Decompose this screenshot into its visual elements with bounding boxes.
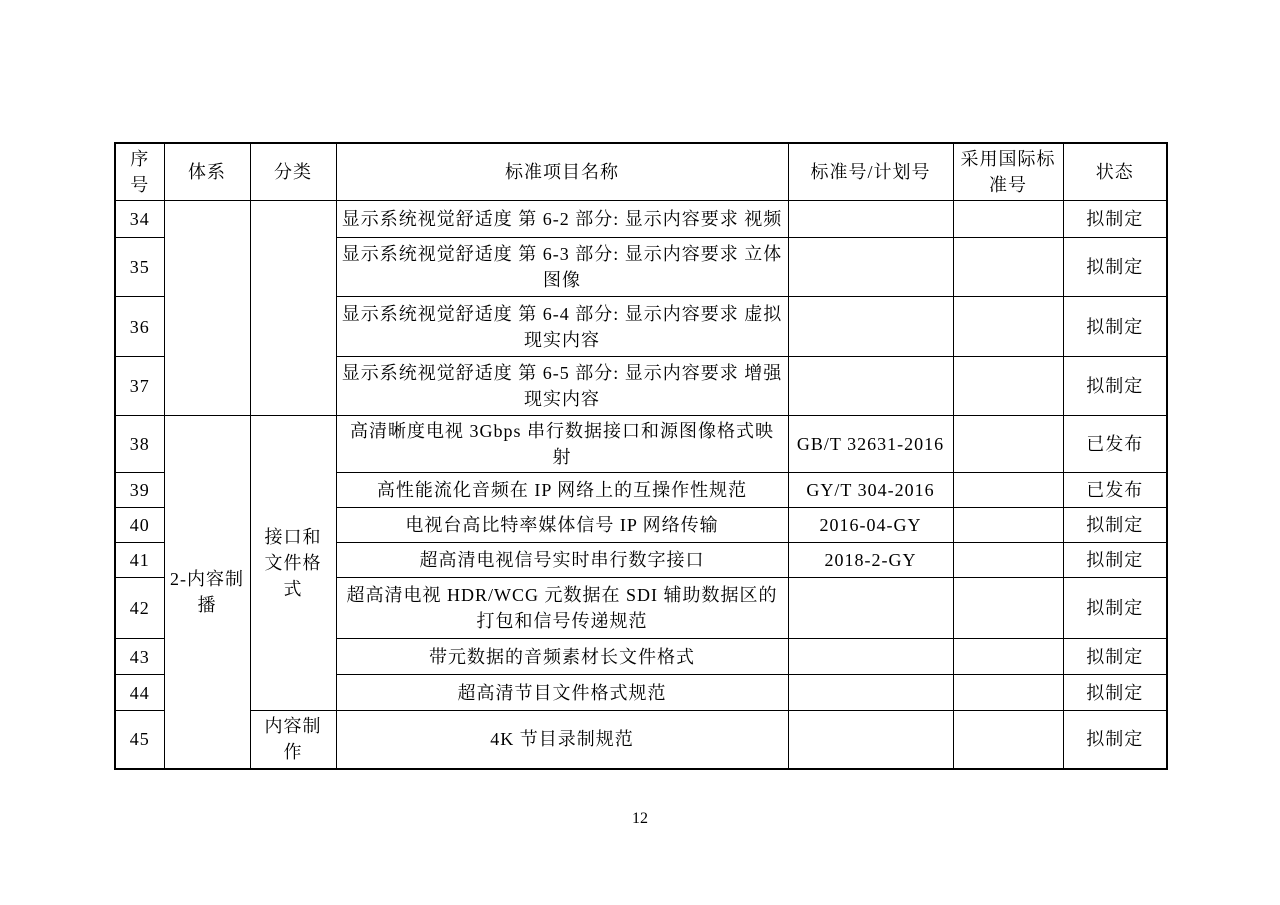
cell-no: 34: [115, 201, 164, 238]
cell-name: 4K 节目录制规范: [336, 711, 788, 769]
cell-intl: [953, 543, 1063, 578]
cell-no: 37: [115, 357, 164, 416]
cell-code: [788, 297, 953, 357]
cell-code: [788, 238, 953, 297]
cell-code: GB/T 32631-2016: [788, 416, 953, 473]
cell-status: 拟制定: [1063, 711, 1167, 769]
cell-code: [788, 201, 953, 238]
cell-code: GY/T 304-2016: [788, 473, 953, 508]
cell-intl: [953, 297, 1063, 357]
cell-category: 内容制作: [250, 711, 336, 769]
cell-code: [788, 675, 953, 711]
cell-status: 拟制定: [1063, 639, 1167, 675]
cell-code: 2018-2-GY: [788, 543, 953, 578]
cell-no: 40: [115, 508, 164, 543]
cell-intl: [953, 578, 1063, 639]
col-header-intl: 采用国际标准号: [953, 143, 1063, 201]
cell-no: 45: [115, 711, 164, 769]
cell-code: [788, 578, 953, 639]
cell-status: 拟制定: [1063, 543, 1167, 578]
cell-intl: [953, 238, 1063, 297]
cell-code: [788, 639, 953, 675]
cell-intl: [953, 201, 1063, 238]
cell-no: 39: [115, 473, 164, 508]
col-header-status: 状态: [1063, 143, 1167, 201]
cell-name: 超高清节目文件格式规范: [336, 675, 788, 711]
cell-category: 接口和文件格式: [250, 416, 336, 711]
table-row: [115, 711, 1167, 769]
col-header-category: 分类: [250, 143, 336, 201]
cell-category-blank: [250, 201, 336, 416]
cell-intl: [953, 675, 1063, 711]
col-header-system: 体系: [164, 143, 250, 201]
cell-intl: [953, 473, 1063, 508]
cell-code: 2016-04-GY: [788, 508, 953, 543]
cell-status: 拟制定: [1063, 201, 1167, 238]
cell-name: 超高清电视 HDR/WCG 元数据在 SDI 辅助数据区的打包和信号传递规范: [336, 578, 788, 639]
cell-status: 拟制定: [1063, 238, 1167, 297]
col-header-name: 标准项目名称: [336, 143, 788, 201]
cell-no: 44: [115, 675, 164, 711]
col-header-no: 序号: [115, 143, 164, 201]
cell-status: 拟制定: [1063, 297, 1167, 357]
cell-name: 显示系统视觉舒适度 第 6-3 部分: 显示内容要求 立体图像: [336, 238, 788, 297]
cell-system: 2-内容制播: [164, 416, 250, 769]
cell-code: [788, 357, 953, 416]
cell-name: 显示系统视觉舒适度 第 6-5 部分: 显示内容要求 增强现实内容: [336, 357, 788, 416]
cell-status: 已发布: [1063, 473, 1167, 508]
table-row: [115, 416, 1167, 473]
cell-status: 拟制定: [1063, 357, 1167, 416]
cell-intl: [953, 711, 1063, 769]
cell-status: 拟制定: [1063, 675, 1167, 711]
cell-no: 36: [115, 297, 164, 357]
cell-intl: [953, 416, 1063, 473]
cell-no: 42: [115, 578, 164, 639]
cell-name: 带元数据的音频素材长文件格式: [336, 639, 788, 675]
table-row: [115, 201, 1167, 238]
standards-table-container: [114, 142, 1166, 770]
cell-intl: [953, 639, 1063, 675]
cell-no: 38: [115, 416, 164, 473]
cell-intl: [953, 508, 1063, 543]
cell-no: 43: [115, 639, 164, 675]
cell-name: 超高清电视信号实时串行数字接口: [336, 543, 788, 578]
cell-system-blank: [164, 201, 250, 416]
cell-status: 拟制定: [1063, 508, 1167, 543]
cell-no: 41: [115, 543, 164, 578]
page-number: 12: [632, 810, 648, 827]
standards-table: [114, 142, 1168, 770]
cell-name: 显示系统视觉舒适度 第 6-4 部分: 显示内容要求 虚拟现实内容: [336, 297, 788, 357]
cell-name: 显示系统视觉舒适度 第 6-2 部分: 显示内容要求 视频: [336, 201, 788, 238]
cell-name: 高清晰度电视 3Gbps 串行数据接口和源图像格式映射: [336, 416, 788, 473]
col-header-code: 标准号/计划号: [788, 143, 953, 201]
cell-no: 35: [115, 238, 164, 297]
cell-name: 电视台高比特率媒体信号 IP 网络传输: [336, 508, 788, 543]
cell-name: 高性能流化音频在 IP 网络上的互操作性规范: [336, 473, 788, 508]
cell-intl: [953, 357, 1063, 416]
cell-status: 拟制定: [1063, 578, 1167, 639]
cell-code: [788, 711, 953, 769]
cell-status: 已发布: [1063, 416, 1167, 473]
header-row: [115, 143, 1167, 201]
